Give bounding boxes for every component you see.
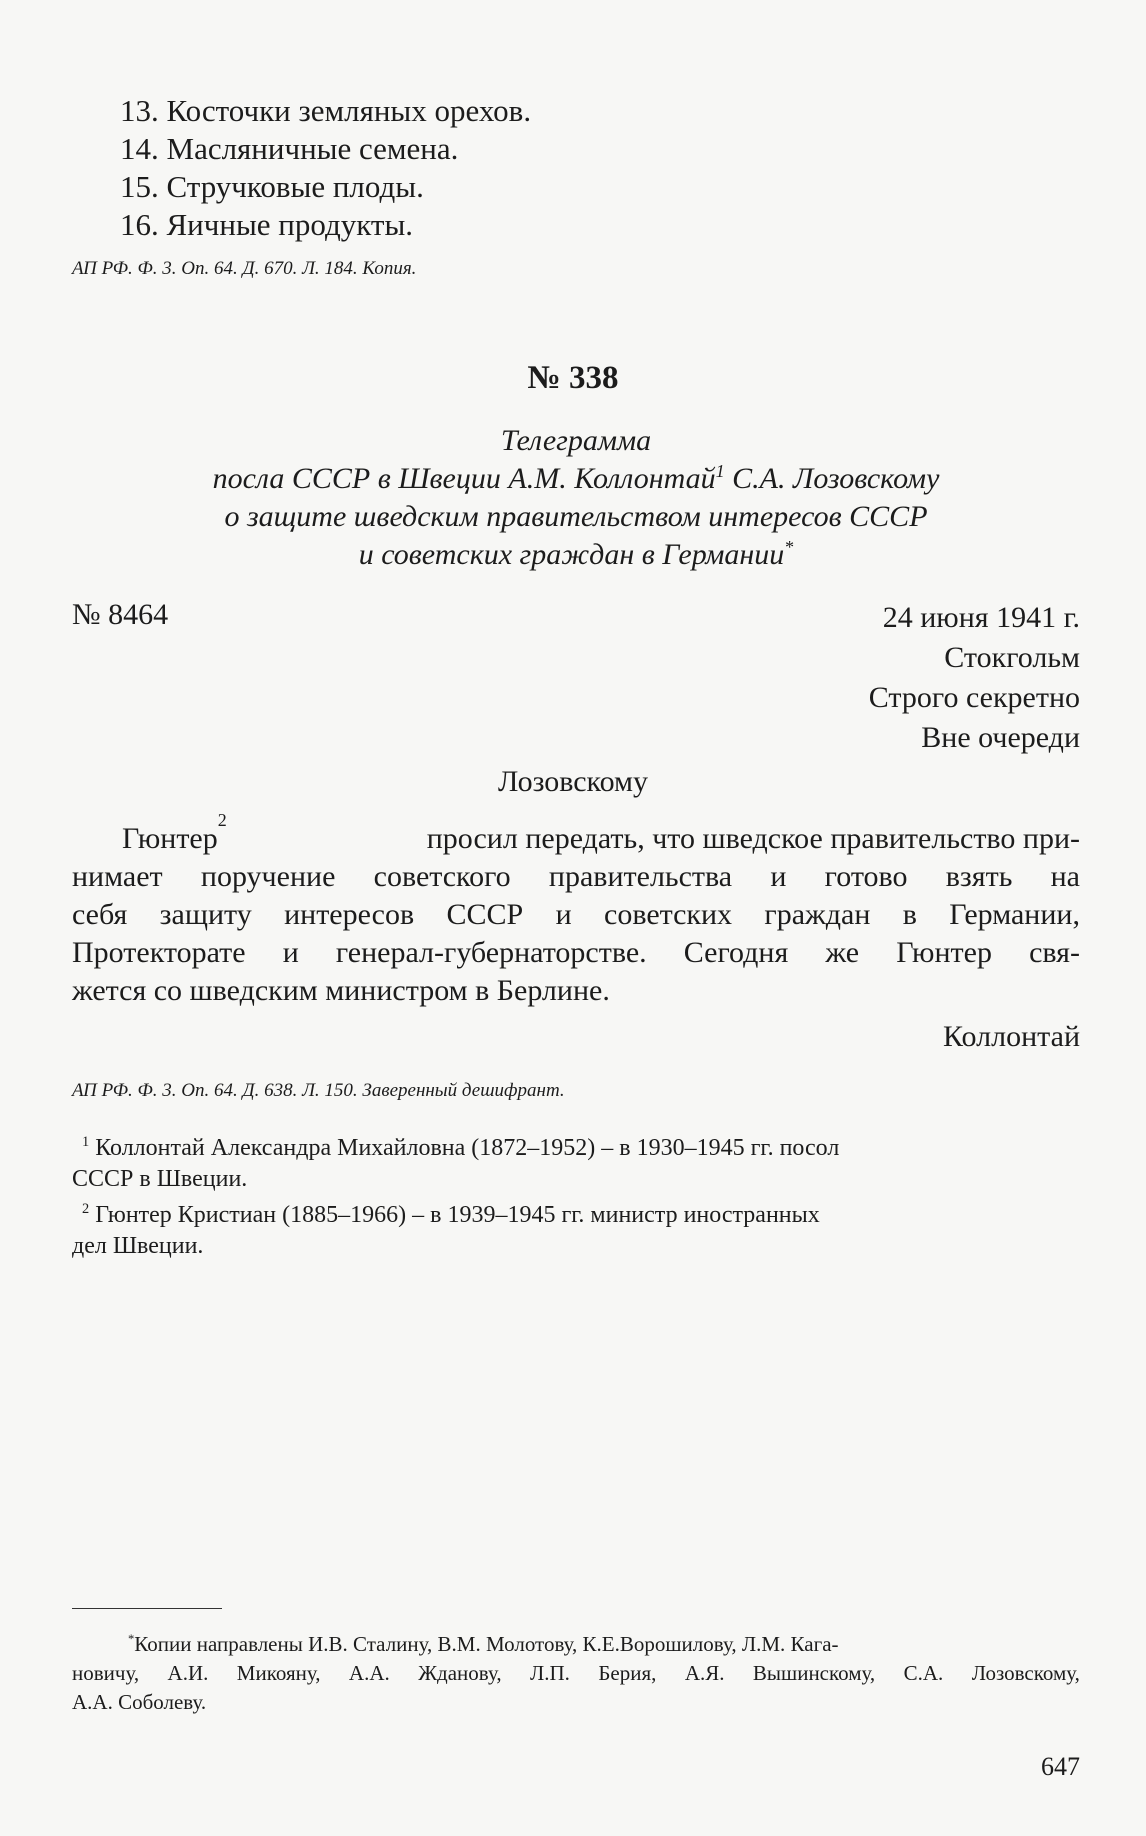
word: А.А. xyxy=(348,1661,390,1685)
word: на xyxy=(1050,860,1080,893)
list-item: 14. Масляничные семена. xyxy=(120,131,459,166)
footnote-text xyxy=(82,1200,820,1231)
footnote-text xyxy=(82,1133,839,1164)
title-line: о защите шведским правительством интересов СССР xyxy=(224,500,928,533)
footnote-line: А.А. Соболеву. xyxy=(72,1690,207,1714)
word: С.А. xyxy=(903,1661,944,1685)
footnote-star xyxy=(72,1630,1080,1717)
word: граждан xyxy=(764,898,871,931)
addressee: Лозовскому xyxy=(497,765,649,798)
footnote-ref-1: 1 xyxy=(715,461,725,481)
list-item: 16. Яичные продукты. xyxy=(120,207,414,242)
word: советских xyxy=(604,898,733,931)
word: генерал-губернаторстве. xyxy=(335,936,647,969)
footnote-1 xyxy=(72,1133,1080,1195)
word: СССР xyxy=(446,898,524,931)
title-text: С.А. Лозовскому xyxy=(724,462,940,495)
priority: Вне очереди xyxy=(921,721,1080,754)
body-line: жется со шведским министром в Берлине. xyxy=(72,974,610,1007)
footnote-text xyxy=(128,1630,839,1659)
word: А.И. xyxy=(167,1661,209,1685)
word: Лозовскому, xyxy=(971,1661,1080,1685)
body-line xyxy=(72,858,1080,896)
telegram-header xyxy=(869,598,1080,758)
word: же xyxy=(825,936,860,969)
word: защиту xyxy=(159,898,252,931)
title-line xyxy=(72,460,1080,498)
word: и xyxy=(555,898,572,931)
document-number: № 338 xyxy=(527,360,619,396)
word: нимает xyxy=(72,860,163,893)
registration-number: № 8464 xyxy=(72,598,169,631)
signature: Коллонтай xyxy=(943,1020,1080,1053)
date: 24 июня 1941 г. xyxy=(882,601,1080,634)
word: и xyxy=(282,936,299,969)
footnote-mark: 1 xyxy=(82,1134,90,1150)
footnote-ref-star: * xyxy=(784,537,794,557)
word: Вышинскому, xyxy=(752,1661,876,1685)
word: готово xyxy=(824,860,908,893)
archive-source-reference: АП РФ. Ф. 3. Оп. 64. Д. 638. Л. 150. Заверенный дешифрант. xyxy=(72,1080,565,1101)
footnote-line xyxy=(72,1630,1080,1659)
footnote-line: СССР в Швеции. xyxy=(72,1166,248,1192)
place: Стокгольм xyxy=(944,641,1080,674)
archive-source-reference: АП РФ. Ф. 3. Оп. 64. Д. 670. Л. 184. Копия. xyxy=(72,258,417,279)
list-item: 13. Косточки земляных орехов. xyxy=(120,93,532,128)
footnote-line xyxy=(72,1659,1080,1688)
word: Микояну, xyxy=(236,1661,321,1685)
footnote-line xyxy=(72,1133,1080,1164)
footnote-mark: 2 xyxy=(82,1201,90,1217)
word: Жданову, xyxy=(418,1661,502,1685)
body-line xyxy=(72,896,1080,934)
footnote-line xyxy=(72,1200,1080,1231)
footnote-content: Коллонтай Александра Михайловна (1872–1952) – в 1930–1945 гг. посол xyxy=(95,1135,840,1161)
word: и xyxy=(770,860,787,893)
word: Германии, xyxy=(949,898,1080,931)
classification: Строго секретно xyxy=(868,681,1080,714)
body-line xyxy=(72,934,1080,972)
telegram-body xyxy=(72,810,1080,1010)
list-item: 15. Стручковые плоды. xyxy=(120,169,424,204)
page-number: 647 xyxy=(1041,1752,1080,1781)
word: новичу, xyxy=(72,1661,140,1685)
word: взять xyxy=(945,860,1013,893)
word: Гюнтер xyxy=(896,936,992,969)
title-line xyxy=(72,536,1080,574)
body-line xyxy=(72,810,1080,858)
footnote-line: дел Швеции. xyxy=(72,1233,204,1259)
word: поручение xyxy=(200,860,336,893)
body-word: Гюнтер xyxy=(122,822,218,855)
word: Берия, xyxy=(598,1661,657,1685)
word: Сегодня xyxy=(683,936,789,969)
footnote-mark: * xyxy=(128,1632,135,1646)
footnote-2 xyxy=(72,1200,1080,1262)
word: А.Я. xyxy=(684,1661,725,1685)
title-text: и советских граждан в Германии xyxy=(358,538,785,571)
word: советского xyxy=(373,860,511,893)
footnote-content: Копии направлены И.В. Сталину, В.М. Молотову, К.Е.Ворошилову, Л.М. Кага- xyxy=(134,1632,839,1656)
word: интересов xyxy=(284,898,415,931)
title-line: Телеграмма xyxy=(500,424,652,457)
word: в xyxy=(902,898,917,931)
body-text: просил передать, что шведское правительство при- xyxy=(419,822,1080,855)
footnote-content: Гюнтер Кристиан (1885–1966) – в 1939–1945 гг. министр иностранных xyxy=(95,1202,820,1228)
footnote-separator xyxy=(72,1608,222,1609)
word: себя xyxy=(72,898,128,931)
product-list xyxy=(120,92,531,244)
word: Протекторате xyxy=(72,936,246,969)
word: правительства xyxy=(548,860,733,893)
title-text: посла СССР в Швеции А.М. Коллонтай xyxy=(212,462,716,495)
word: Л.П. xyxy=(530,1661,570,1685)
footnote-ref-2: 2 xyxy=(217,810,227,830)
word: свя- xyxy=(1029,936,1080,969)
document-title xyxy=(72,422,1080,574)
